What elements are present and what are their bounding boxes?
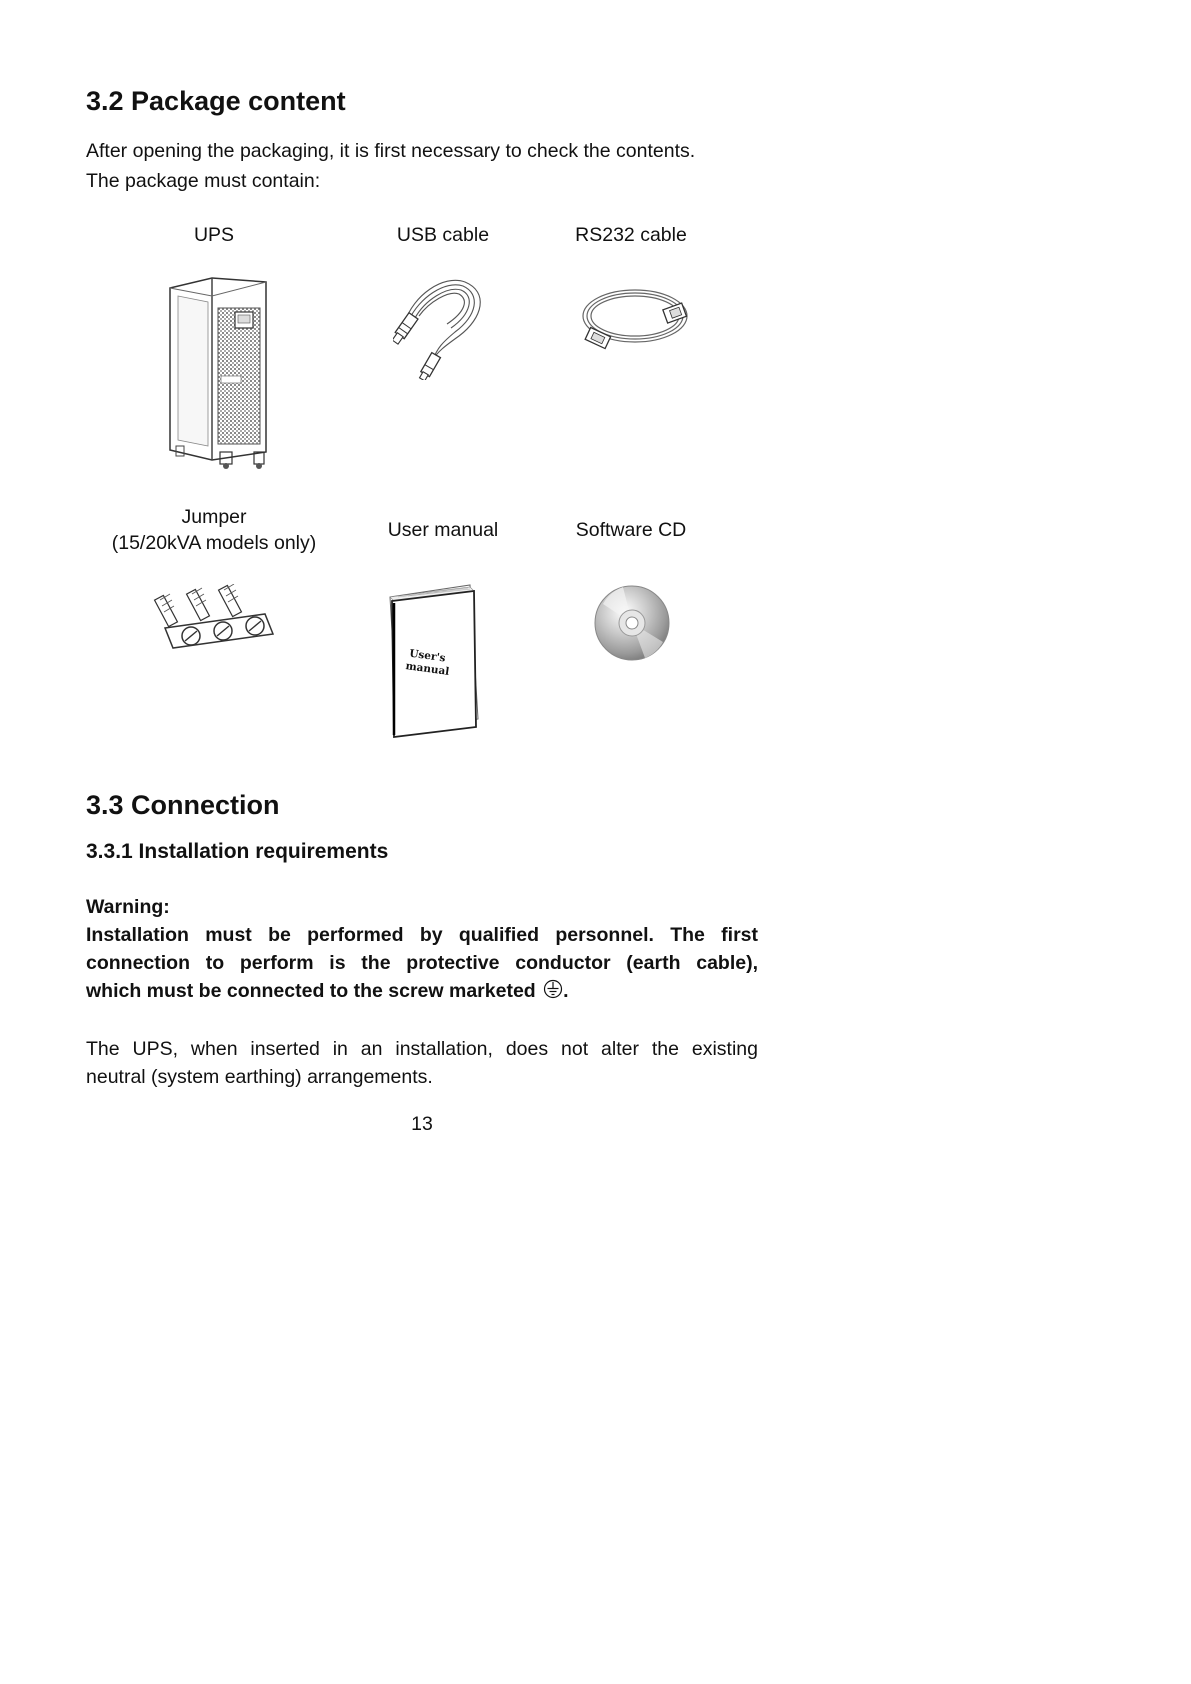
item-label-user-manual: User manual: [387, 519, 499, 541]
warning-line-3-period: .: [563, 980, 569, 1002]
warning-title: Warning:: [86, 896, 170, 918]
warning-line-2: connection to perform is the protective conductor (earth cable),: [86, 952, 758, 974]
section-heading-package-content: 3.2 Package content: [86, 86, 346, 116]
item-label-ups: UPS: [193, 224, 235, 246]
manual-cover-line-1: User's: [408, 647, 447, 665]
item-label-usb-cable: USB cable: [396, 224, 490, 246]
body-line-1: The UPS, when inserted in an installation, does not alter the existing: [86, 1038, 758, 1060]
user-manual-icon: [388, 583, 480, 739]
intro-line-2: The package must contain:: [86, 170, 321, 192]
warning-line-3: [86, 976, 758, 1006]
item-sublabel-jumper: (15/20kVA models only): [111, 532, 317, 554]
rs232-cable-icon: [579, 280, 691, 360]
item-label-software-cd: Software CD: [575, 519, 687, 541]
warning-line-3-text: which must be connected to the screw marketed: [86, 980, 536, 1002]
software-cd-icon: [593, 584, 671, 662]
subsection-heading-installation-requirements: 3.3.1 Installation requirements: [86, 840, 389, 863]
body-line-2: neutral (system earthing) arrangements.: [86, 1066, 433, 1088]
manual-cover-line-2: manual: [404, 660, 451, 679]
item-label-rs232-cable: RS232 cable: [575, 224, 687, 246]
intro-line-1: After opening the packaging, it is first necessary to check the contents.: [86, 140, 696, 162]
page-number: 13: [411, 1113, 433, 1135]
item-label-jumper: Jumper: [181, 506, 247, 528]
usb-cable-icon: [393, 276, 489, 380]
warning-line-1: Installation must be performed by qualified personnel. The first: [86, 924, 758, 946]
section-heading-connection: 3.3 Connection: [86, 790, 280, 820]
earth-ground-icon: [543, 979, 563, 999]
ups-tower-icon: [162, 276, 269, 470]
jumper-icon: [151, 584, 277, 652]
